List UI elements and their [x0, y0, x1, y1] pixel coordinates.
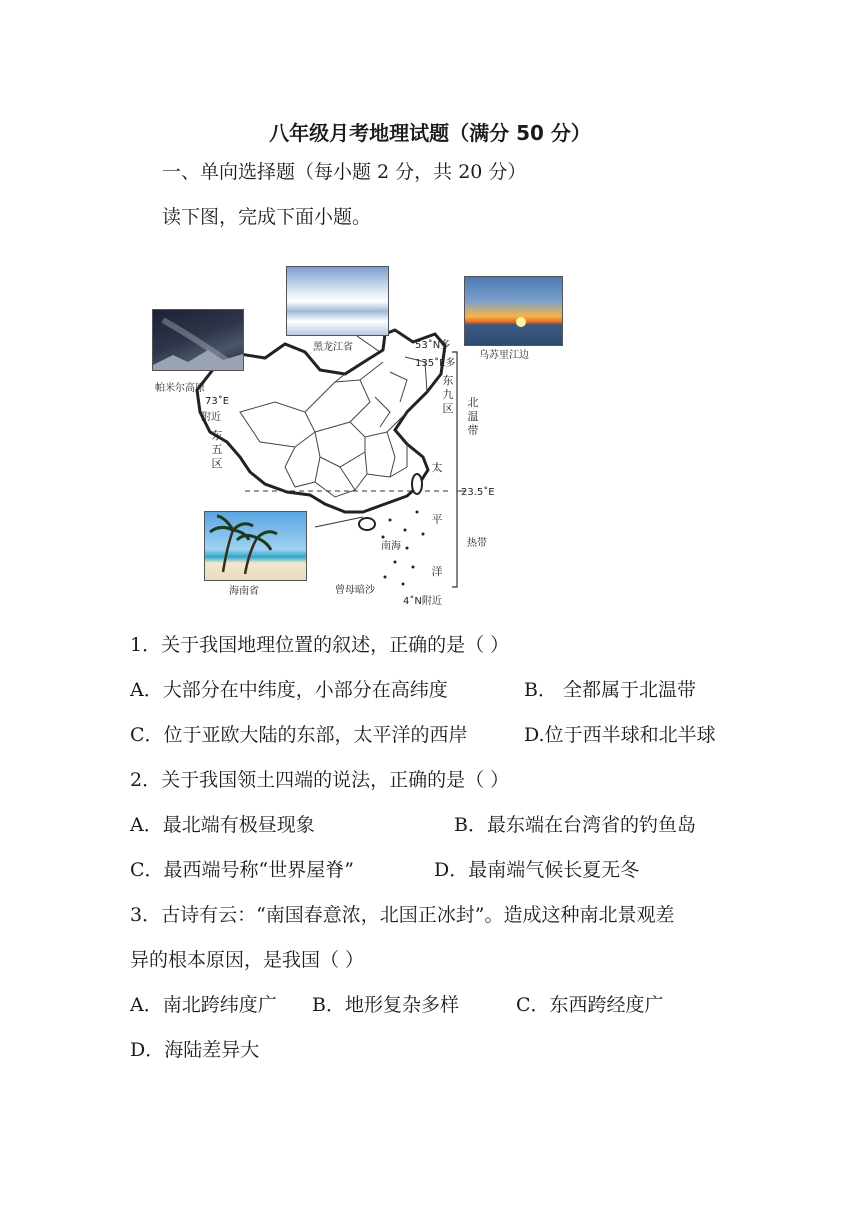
- q1-option-a: A．大部分在中纬度，小部分在高纬度: [130, 679, 448, 701]
- milky-way-icon: [153, 310, 243, 370]
- east-extreme-label: 135˚E多: [415, 358, 456, 369]
- pacific-label: 太平洋: [431, 461, 443, 578]
- heilongjiang-label: 黑龙江省: [313, 342, 353, 353]
- q1-option-b: B． 全都属于北温带: [524, 679, 697, 701]
- heilongjiang-snow-photo: [286, 266, 389, 336]
- exam-title: 八年级月考地理试题（满分 50 分）: [269, 121, 591, 145]
- q2-option-d: D．最南端气候长夏无冬: [434, 859, 640, 881]
- q1-option-d: D.位于西半球和北半球: [524, 724, 716, 746]
- section-heading: 一、单向选择题（每小题 2 分，共 20 分）: [162, 161, 527, 183]
- south-sea-label: 南海: [381, 541, 401, 552]
- question-3-stem-line2: 异的根本原因，是我国（ ）: [130, 949, 365, 971]
- instruction-text: 读下图，完成下面小题。: [162, 206, 372, 228]
- question-1-stem: 1．关于我国地理位置的叙述，正确的是（ ）: [130, 634, 510, 656]
- china-map-figure: [145, 262, 580, 607]
- q1-option-c: C．位于亚欧大陆的东部，太平洋的西岸: [130, 724, 468, 746]
- q2-option-c: C．最西端号称“世界屋脊”: [130, 859, 354, 881]
- sun-icon: [465, 277, 562, 345]
- west-lon-label: 73˚E: [205, 396, 230, 407]
- north-extreme-label: 53˚N多: [415, 340, 451, 351]
- zengmu-label: 曾母暗沙: [335, 585, 375, 596]
- wusuli-label: 乌苏里江边: [479, 350, 529, 361]
- pamir-label: 帕米尔高原: [155, 383, 205, 394]
- question-2-stem: 2．关于我国领土四端的说法，正确的是（ ）: [130, 769, 510, 791]
- wusuli-sunrise-photo: [464, 276, 563, 346]
- question-3-stem-line1: 3．古诗有云：“南国春意浓，北国正冰封”。造成这种南北景观差: [130, 904, 675, 926]
- east-five-zone-label: 东五区: [211, 429, 223, 470]
- tropic-label: 23.5˚E: [461, 487, 495, 498]
- south-lat-label: 4˚N附近: [403, 596, 442, 607]
- pamir-night-photo: [152, 309, 244, 371]
- tropical-label: 热带: [467, 538, 487, 549]
- q3-option-b: B．地形复杂多样: [312, 994, 459, 1016]
- hainan-label: 海南省: [229, 586, 259, 597]
- q3-option-d: D．海陆差异大: [130, 1039, 260, 1061]
- q3-option-a: A．南北跨纬度广: [130, 994, 277, 1016]
- palm-tree-icon: [205, 512, 306, 580]
- west-near-label: 附近: [201, 412, 221, 423]
- north-temperate-label: 北温带: [467, 396, 479, 437]
- hainan-beach-photo: [204, 511, 307, 581]
- q3-option-c: C．东西跨经度广: [516, 994, 664, 1016]
- q2-option-a: A．最北端有极昼现象: [130, 814, 315, 836]
- east-nine-zone-label: 东九区: [442, 374, 454, 415]
- q2-option-b: B．最东端在台湾省的钓鱼岛: [454, 814, 696, 836]
